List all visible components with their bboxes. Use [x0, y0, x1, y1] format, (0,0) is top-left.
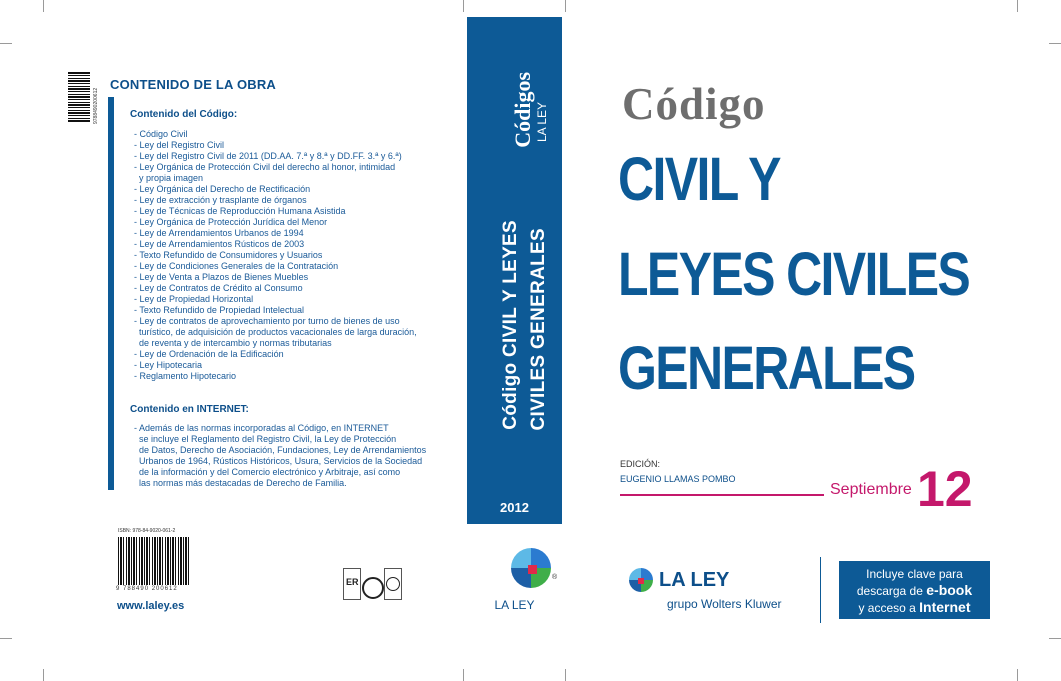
crop-mark — [463, 669, 464, 681]
list-item: - Ley de Venta a Plazos de Bienes Muebles — [134, 272, 309, 282]
crop-mark — [0, 43, 12, 44]
crop-mark — [43, 669, 44, 681]
spine-laley-small-text: LA LEY — [535, 102, 549, 143]
spine-codigos-text: Códigos — [510, 72, 535, 148]
content-box-accent — [108, 97, 114, 490]
vertical-barcode-number: 9788490200612 — [93, 87, 99, 124]
list-item: de reventa y de intercambio y normas tributarias — [134, 338, 332, 348]
promo-line1: Incluye clave para — [866, 567, 963, 581]
list-item: - Texto Refundido de Propiedad Intelectual — [134, 305, 304, 315]
promo-line3 — [839, 599, 990, 616]
back-cover-title: CONTENIDO DE LA OBRA — [110, 77, 277, 92]
crop-mark — [43, 0, 44, 12]
barcode-number: 9 788490 200612 — [116, 586, 178, 592]
crop-mark — [565, 669, 566, 681]
list-item: - Ley de Técnicas de Reproducción Humana Asistida — [134, 206, 346, 216]
crop-mark — [1049, 43, 1061, 44]
internet-text-line: Urbanos de 1964, Rústicos Históricos, Usura, Servicios de la Sociedad — [134, 456, 423, 466]
promo-line2-text: descarga de — [856, 584, 927, 598]
spine-year: 2012 — [500, 500, 529, 515]
list-item: - Texto Refundido de Consumidores y Usuarios — [134, 250, 323, 260]
crop-mark — [1017, 0, 1018, 12]
internet-text-line: las normas más destacadas de Derecho de Familia. — [134, 478, 347, 488]
list-item: - Ley de Contratos de Crédito al Consumo — [134, 283, 303, 293]
spine-collection-logo — [510, 72, 550, 182]
laley-logo-red-square — [528, 565, 537, 574]
list-item: - Ley de Condiciones Generales de la Contratación — [134, 261, 339, 271]
promo-line3-text: y acceso a — [858, 601, 920, 615]
vertical-separator — [820, 557, 821, 623]
crop-mark — [463, 0, 464, 12]
list-item: - Ley de Arrendamientos Rústicos de 2003 — [134, 239, 305, 249]
list-item: y propia imagen — [134, 173, 204, 183]
list-item: - Ley de Propiedad Horizontal — [134, 294, 254, 304]
edition-month: Septiembre — [830, 481, 912, 498]
ebook-promo-box — [839, 561, 990, 619]
list-item: - Código Civil — [134, 129, 188, 139]
list-item: - Ley de Arrendamientos Urbanos de 1994 — [134, 228, 304, 238]
list-item: - Ley Orgánica de Protección Civil del derecho al honor, intimidad — [134, 162, 396, 172]
barcode — [118, 537, 190, 585]
promo-ebook-text: e-book — [926, 582, 973, 598]
list-item: - Ley de contratos de aprovechamiento por turno de bienes de uso — [134, 316, 400, 326]
internet-text-line: - Además de las normas incorporadas al Código, en INTERNET — [134, 423, 389, 433]
codigo-contents-list — [134, 129, 464, 382]
list-item: - Reglamento Hipotecario — [134, 371, 237, 381]
internet-contents — [134, 423, 464, 489]
list-item: - Ley Orgánica de Protección Jurídica del Menor — [134, 217, 328, 227]
list-item: - Ley del Registro Civil — [134, 140, 225, 150]
front-codigo-heading: Código — [622, 79, 766, 129]
codigo-section-label: Contenido del Código: — [130, 109, 238, 120]
spine-title-line2: CIVILES GENERALES — [528, 228, 549, 431]
internet-section-label: Contenido en INTERNET: — [130, 404, 249, 415]
certification-ga-icon — [384, 568, 402, 600]
front-title-line1: CIVIL Y — [618, 145, 780, 213]
spine-publisher-name: LA LEY — [494, 598, 535, 612]
internet-text-line: de la información y del Comercio electrónico y Arbitraje, así como — [134, 467, 401, 477]
front-publisher-group: grupo Wolters Kluwer — [667, 597, 782, 611]
certification-circle-icon — [362, 577, 384, 599]
promo-line2 — [839, 582, 990, 599]
vertical-barcode — [68, 72, 90, 122]
registered-mark: ® — [552, 574, 558, 581]
certification-er-icon: ER — [343, 568, 361, 600]
isbn-label: ISBN: 978-84-9020-061-2 — [118, 528, 176, 534]
crop-mark — [1049, 638, 1061, 639]
front-publisher-name: LA LEY — [659, 569, 730, 591]
crop-mark — [0, 638, 12, 639]
list-item: turístico, de adquisición de productos vacacionales de larga duración, — [134, 327, 417, 337]
magenta-divider — [620, 494, 824, 496]
crop-mark — [1017, 669, 1018, 681]
spine-title-line1: Código CIVIL Y LEYES — [500, 220, 521, 430]
front-title-line3: GENERALES — [618, 334, 915, 402]
list-item: - Ley de extracción y trasplante de órganos — [134, 195, 307, 205]
front-title-line2: LEYES CIVILES — [618, 240, 970, 308]
edition-label: EDICIÓN: — [620, 459, 661, 469]
list-item: - Ley Orgánica del Derecho de Rectificación — [134, 184, 311, 194]
editor-name: EUGENIO LLAMAS POMBO — [620, 474, 736, 484]
list-item: - Ley de Ordenación de la Edificación — [134, 349, 284, 359]
list-item: - Ley Hipotecaria — [134, 360, 203, 370]
front-laley-logo-red-square — [638, 578, 644, 584]
list-item: - Ley del Registro Civil de 2011 (DD.AA. 7.ª y 8.ª y DD.FF. 3.ª y 6.ª) — [134, 151, 402, 161]
spine-title — [500, 220, 560, 450]
edition-number: 12 — [917, 461, 973, 517]
promo-internet-text: Internet — [919, 599, 971, 615]
internet-text-line: se incluye el Reglamento del Registro Civil, la Ley de Protección — [134, 434, 397, 444]
website-link[interactable]: www.laley.es — [117, 600, 185, 612]
crop-mark — [565, 0, 566, 12]
internet-text-line: de Datos, Derecho de Asociación, Fundaciones, Ley de Arrendamientos — [134, 445, 427, 455]
